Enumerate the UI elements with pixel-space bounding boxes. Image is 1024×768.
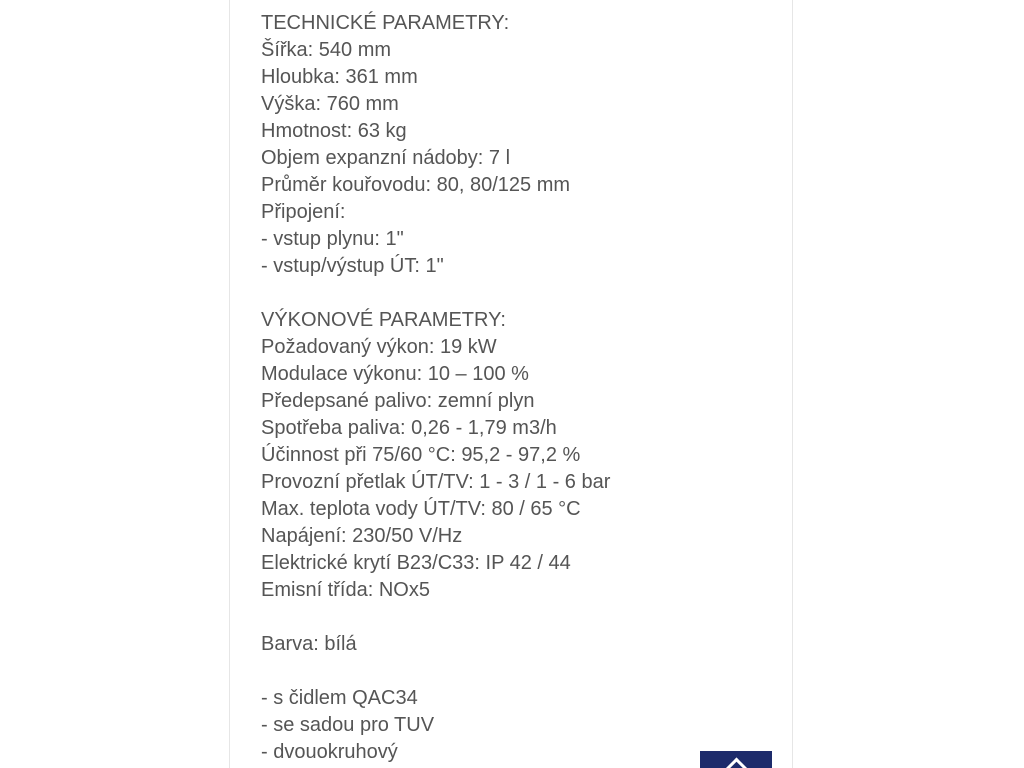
- spec-depth: Hloubka: 361 mm: [261, 66, 418, 88]
- spec-heating-inlet-outlet: - vstup/výstup ÚT: 1": [261, 255, 444, 277]
- chevron-up-icon: [724, 757, 748, 768]
- spacer: [261, 280, 781, 307]
- spec-electrical-protection: Elektrické krytí B23/C33: IP 42 / 44: [261, 552, 571, 574]
- spec-height: Výška: 760 mm: [261, 93, 399, 115]
- spec-operating-pressure: Provozní přetlak ÚT/TV: 1 - 3 / 1 - 6 bar: [261, 471, 611, 493]
- spec-required-power: Požadovaný výkon: 19 kW: [261, 336, 497, 358]
- feature-dhw-kit: - se sadou pro TUV: [261, 714, 435, 736]
- spec-flue-diameter: Průměr kouřovodu: 80, 80/125 mm: [261, 174, 571, 196]
- spec-expansion-vessel: Objem expanzní nádoby: 7 l: [261, 147, 511, 169]
- spec-width: Šířka: 540 mm: [261, 39, 392, 61]
- spec-fuel: Předepsané palivo: zemní plyn: [261, 390, 535, 412]
- spec-fuel-consumption: Spotřeba paliva: 0,26 - 1,79 m3/h: [261, 417, 557, 439]
- spec-power-modulation: Modulace výkonu: 10 – 100 %: [261, 363, 529, 385]
- spacer: [261, 604, 781, 631]
- spec-efficiency: Účinnost při 75/60 °C: 95,2 - 97,2 %: [261, 444, 581, 466]
- spec-color: Barva: bílá: [261, 633, 357, 655]
- performance-heading: VÝKONOVÉ PARAMETRY:: [261, 309, 506, 331]
- spacer: [261, 658, 781, 685]
- feature-dual-circuit: - dvouokruhový: [261, 741, 398, 763]
- spec-connection: Připojení:: [261, 201, 346, 223]
- technical-heading: TECHNICKÉ PARAMETRY:: [261, 12, 510, 34]
- spec-max-water-temp: Max. teplota vody ÚT/TV: 80 / 65 °C: [261, 498, 581, 520]
- scroll-to-top-button[interactable]: [700, 751, 772, 768]
- spec-emission-class: Emisní třída: NOx5: [261, 579, 430, 601]
- spec-gas-inlet: - vstup plynu: 1": [261, 228, 404, 250]
- feature-sensor: - s čidlem QAC34: [261, 687, 418, 709]
- spec-power-supply: Napájení: 230/50 V/Hz: [261, 525, 463, 547]
- spec-weight: Hmotnost: 63 kg: [261, 120, 407, 142]
- product-description: [261, 10, 781, 766]
